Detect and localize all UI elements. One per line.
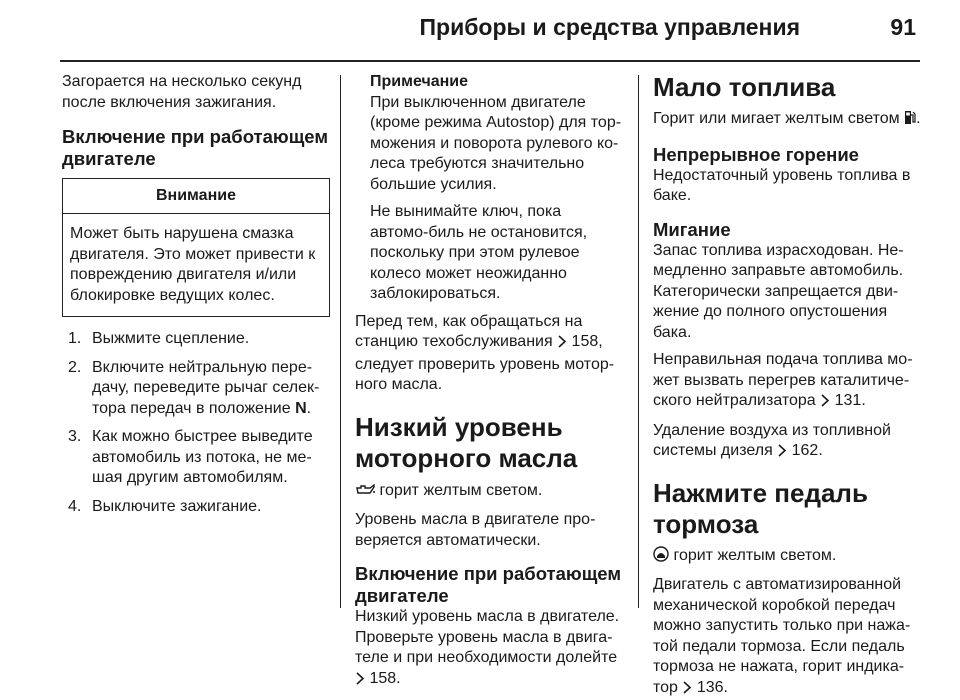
warning-title: Внимание — [63, 179, 329, 214]
page-reference[interactable]: 158 — [572, 333, 599, 350]
column-divider-2 — [638, 75, 639, 608]
service-paragraph: Перед тем, как обращаться на станцию техобслуживания 158, следует проверить уровень мотор-ного масла. — [355, 312, 623, 396]
brake-pedal-icon — [653, 546, 669, 569]
note-paragraph: Не вынимайте ключ, пока автомо-биль не остановится, поскольку при этом рулевое колесо может неожиданно заблокироваться. — [370, 202, 623, 305]
steady-paragraph: Недостаточный уровень топлива в баке. — [653, 166, 923, 207]
column-3 — [653, 72, 923, 700]
step-number: 2. — [62, 358, 92, 420]
section-heading-low-fuel: Мало топлива — [653, 72, 923, 103]
brake-paragraph: Двигатель с автоматизированной механической коробкой передач можно запустить только при нажа-той педали тормоза. Если педаль тормоза не нажата, горит индика-тор 136. — [653, 575, 923, 700]
oil-can-icon — [355, 483, 375, 504]
fuel-pump-icon — [904, 110, 916, 132]
list-item — [62, 497, 330, 518]
fuel-indicator-paragraph: Горит или мигает желтым светом . — [653, 109, 923, 132]
blink-paragraph: Запас топлива израсходован. Не-медленно заправьте автомобиль. Категорически запрещается дви-жение до полного опустошения бака. — [653, 241, 923, 344]
step-number: 3. — [62, 427, 92, 489]
section-heading-running-engine: Включение при работающем двигателе — [62, 126, 330, 170]
running-paragraph: Низкий уровень масла в двигателе. Проверьте уровень масла в двига-теле и при необходимости долейте 158. — [355, 607, 623, 691]
page-header-title: Приборы и средства управления — [420, 13, 801, 41]
section-heading-press-brake: Нажмите педаль тормоза — [653, 478, 923, 540]
step-number: 1. — [62, 329, 92, 350]
brake-indicator-paragraph: горит желтым светом. — [653, 546, 923, 569]
column-2 — [355, 72, 623, 691]
gear-position-n: N — [295, 400, 307, 417]
step-text: Как можно быстрее выведите автомобиль из потока, не ме-шая другим автомобилям. — [92, 427, 330, 489]
page-reference-arrow-icon — [777, 443, 787, 464]
step-text: Выжмите сцепление. — [92, 329, 249, 350]
oil-indicator-paragraph: горит желтым светом. — [355, 481, 623, 504]
page-reference[interactable]: 158 — [369, 670, 396, 687]
wrong-fuel-paragraph: Неправильная подача топлива мо-жет вызвать перегрев каталитиче-ского нейтрализатора 131. — [653, 350, 923, 414]
step-text: Выключите зажигание. — [92, 497, 261, 518]
page-number: 91 — [890, 13, 916, 41]
list-item — [62, 329, 330, 350]
bleed-paragraph: Удаление воздуха из топливной системы дизеля 162. — [653, 421, 923, 464]
page-reference[interactable]: 131 — [835, 392, 862, 409]
note-paragraph: При выключенном двигателе (кроме режима Autostop) для тор-можения и поворота рулевого ко-леса требуются значительно большие усилия. — [370, 93, 623, 196]
steps-list — [62, 329, 330, 517]
intro-paragraph: Загорается на несколько секунд после включения зажигания. — [62, 72, 330, 113]
warning-box — [62, 178, 330, 317]
page-reference[interactable]: 136 — [697, 679, 724, 696]
list-item — [62, 427, 330, 489]
section-heading-blinking: Мигание — [653, 219, 923, 241]
page-reference-arrow-icon — [682, 680, 692, 700]
page-reference-arrow-icon — [820, 393, 830, 414]
column-1 — [62, 72, 330, 525]
section-heading-low-oil: Низкий уровень моторного масла — [355, 412, 623, 474]
section-heading-running-engine-2: Включение при работающем двигателе — [355, 563, 623, 607]
list-item — [62, 358, 330, 420]
page-reference[interactable]: 162 — [792, 442, 819, 459]
step-text: Включите нейтральную пере-дачу, переведите рычаг селек-тора передач в положение N. — [92, 358, 330, 420]
section-heading-steady: Непрерывное горение — [653, 144, 923, 166]
header-rule — [60, 60, 920, 62]
oil-auto-paragraph: Уровень масла в двигателе про-веряется автоматически. — [355, 510, 623, 551]
note-title: Примечание — [370, 72, 623, 93]
page-reference-arrow-icon — [355, 671, 365, 692]
warning-text: Может быть нарушена смазка двигателя. Это может привести к повреждению двигателя и/или блокировке ведущих колес. — [63, 214, 329, 316]
step-number: 4. — [62, 497, 92, 518]
column-divider-1 — [340, 75, 341, 608]
page-reference-arrow-icon — [557, 334, 567, 355]
note-block — [370, 72, 623, 305]
